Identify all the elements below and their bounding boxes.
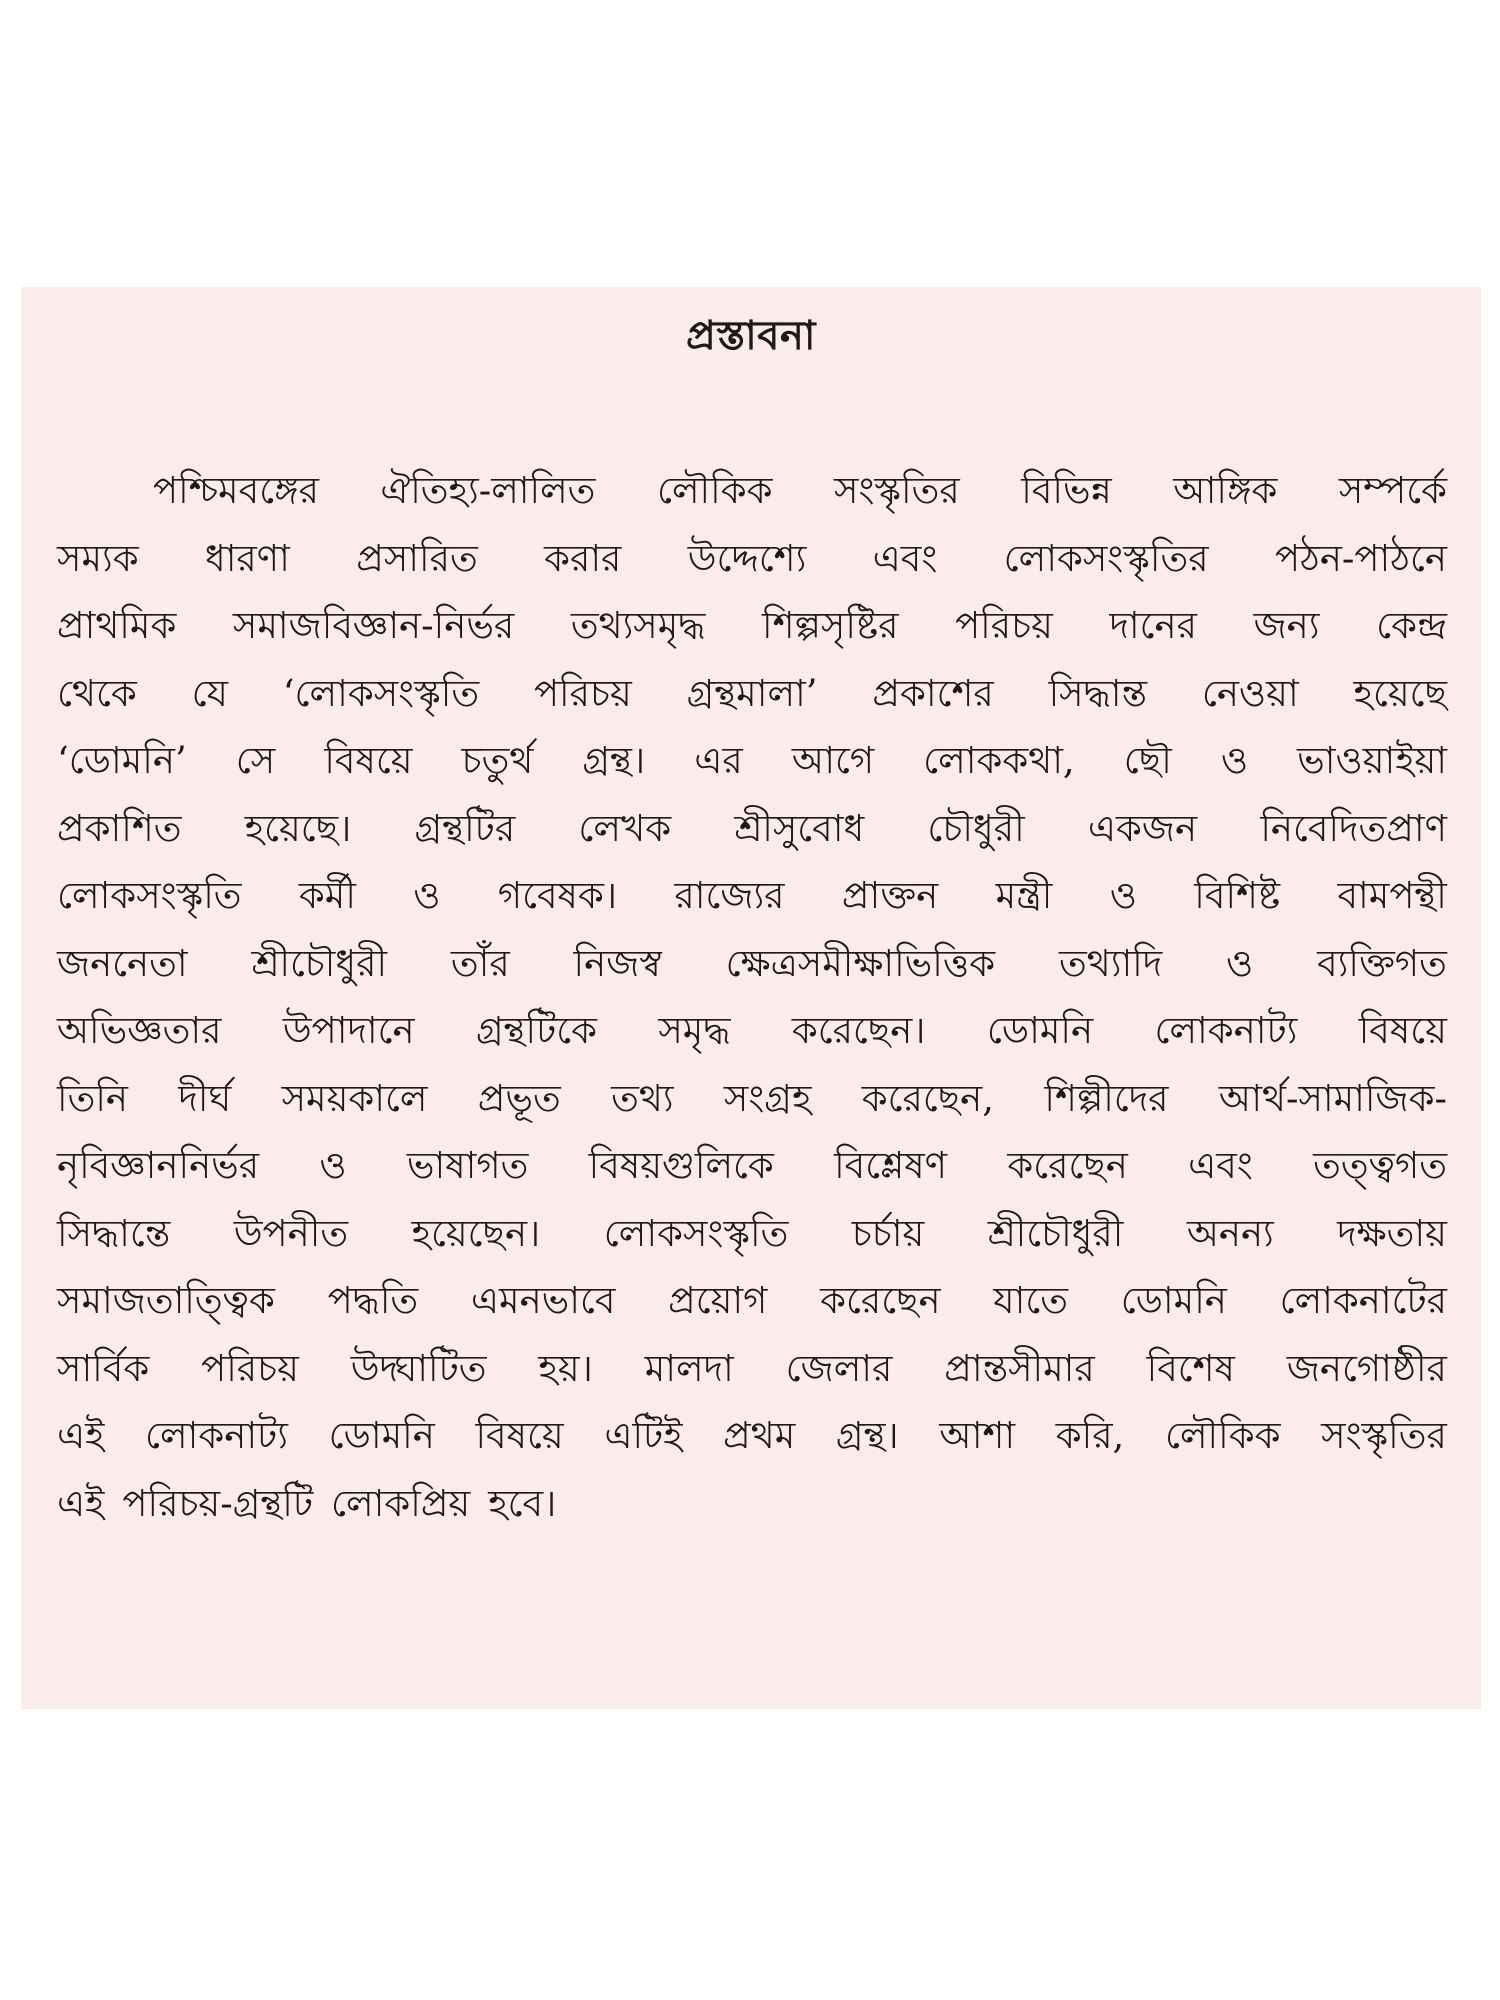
word: লোকনাট্য — [1154, 1009, 1298, 1052]
document-page — [21, 287, 1481, 1709]
word: লৌকিক — [656, 469, 773, 512]
word: দক্ষতায় — [1337, 1211, 1447, 1255]
word: লেখক — [578, 806, 672, 850]
word: যে — [191, 671, 228, 715]
word: লৌকিক — [1164, 1414, 1281, 1457]
word: গ্রন্থটির — [414, 806, 516, 850]
word: চর্চায় — [851, 1211, 925, 1255]
word: গ্রন্থটিকে — [475, 1009, 598, 1052]
word: তত্ত্বগত — [1313, 1144, 1447, 1187]
word: তথ্য — [611, 1076, 674, 1120]
word: হয়েছেন। — [411, 1211, 541, 1255]
word: প্রথম — [723, 1414, 796, 1457]
word: প্রসারিত — [356, 536, 478, 580]
word: রাজ্যের — [674, 874, 785, 917]
word: শ্রীচৌধুরী — [251, 941, 388, 985]
word: প্রকাশের — [872, 671, 994, 715]
word: ও — [413, 874, 441, 917]
word: গবেষক। — [497, 874, 618, 917]
word: পঠন-পাঠনে — [1274, 536, 1447, 580]
word: এবং — [872, 536, 938, 580]
word: ভাওয়াইয়া — [1297, 739, 1447, 782]
word: অনন্য — [1186, 1211, 1274, 1255]
word: বিশ্লেষণ — [834, 1144, 948, 1187]
word: চৌধুরী — [927, 806, 1025, 850]
word: সমাজতাত্ত্বিক — [57, 1279, 275, 1322]
word: মন্ত্রী — [995, 874, 1053, 917]
word: উপাদানে — [282, 1009, 415, 1052]
word: সিদ্ধান্তে — [57, 1211, 171, 1255]
word: হয়েছে। — [244, 806, 352, 850]
word: এবং — [1188, 1144, 1253, 1187]
word: কেন্দ্র — [1376, 604, 1447, 647]
word: ঐতিহ্য-লালিত — [380, 469, 596, 512]
word: মালদা — [644, 1346, 734, 1390]
word: ক্ষেত্রসমীক্ষাভিত্তিক — [725, 941, 996, 985]
word: সময়কালে — [281, 1076, 428, 1120]
word: তিনি — [57, 1076, 129, 1120]
word: এর — [694, 739, 743, 782]
text-line — [57, 1402, 1447, 1470]
word: শ্রীসুবোধ — [734, 806, 865, 850]
word: করেছেন। — [791, 1009, 926, 1052]
word: সমাজবিজ্ঞান-নির্ভর — [232, 604, 515, 647]
text-line — [57, 795, 1447, 863]
word: পরিচয় — [533, 671, 632, 715]
word: দানের — [1109, 604, 1197, 647]
word: সে — [235, 739, 276, 782]
word: এই — [57, 1414, 105, 1457]
word: করেছেন — [820, 1279, 941, 1322]
word: আর্থ-সামাজিক- — [1218, 1076, 1447, 1120]
word: থেকে — [57, 671, 137, 715]
word: ব্যক্তিগত — [1317, 941, 1447, 985]
word: পরিচয় — [955, 604, 1053, 647]
word: জেলার — [785, 1346, 893, 1390]
word: জনগোষ্ঠীর — [1286, 1346, 1447, 1390]
word: শিল্পীদের — [1044, 1076, 1169, 1120]
word: হয়েছে — [1353, 671, 1447, 715]
word: সংগ্রহ — [723, 1076, 812, 1120]
word: পরিচয় — [201, 1346, 299, 1390]
word: গ্রন্থমালা’ — [686, 671, 818, 715]
word: প্রান্তসীমার — [944, 1346, 1095, 1390]
word: ‘ডোমনি’ — [57, 739, 187, 782]
word: নিজস্ব — [573, 941, 662, 985]
word: দীর্ঘ — [178, 1076, 232, 1120]
word: উদ্ঘাটিত — [350, 1346, 487, 1390]
word: গ্রন্থ। — [835, 1414, 899, 1457]
text-line — [57, 930, 1447, 998]
text-line — [57, 1267, 1447, 1335]
word: সংস্কৃতির — [834, 469, 960, 512]
word: হয়। — [538, 1346, 593, 1390]
word: যাতে — [993, 1279, 1068, 1322]
text-line — [57, 1065, 1447, 1133]
word: প্রকাশিত — [57, 806, 182, 850]
word: লোকসংস্কৃতির — [1003, 536, 1209, 580]
word: আগে — [791, 739, 875, 782]
page-title: প্রস্তাবনা — [686, 312, 816, 359]
text-line — [57, 525, 1447, 593]
word: ভাষাগত — [406, 1144, 529, 1187]
word: ও — [1109, 874, 1137, 917]
word: এই — [57, 1481, 105, 1525]
word: লোককথা, — [923, 739, 1075, 782]
text-line — [57, 862, 1447, 930]
word: জননেতা — [57, 941, 188, 985]
preface-paragraph — [57, 457, 1447, 1537]
word: লোকনাট্য — [145, 1414, 288, 1457]
word: শ্রীচৌধুরী — [987, 1211, 1124, 1255]
word: গ্রন্থ। — [582, 739, 646, 782]
word: এটিই — [604, 1414, 683, 1457]
word: পরিচয়-গ্রন্থটি — [122, 1481, 314, 1525]
text-line — [57, 727, 1447, 795]
word: সম্পর্কে — [1338, 469, 1447, 512]
word: হবে। — [488, 1481, 557, 1525]
word: একজন — [1087, 806, 1198, 850]
word: ডোমনি — [1120, 1279, 1227, 1322]
text-line — [57, 592, 1447, 660]
word: বিশেষ — [1146, 1346, 1235, 1390]
word: তাঁর — [450, 941, 510, 985]
word: ডোমনি — [328, 1414, 435, 1457]
word: সম্যক — [57, 536, 139, 580]
word: করি, — [1055, 1414, 1125, 1457]
word: ‘লোকসংস্কৃতি — [282, 671, 480, 715]
word: ধারণা — [204, 536, 290, 580]
word: সার্বিক — [57, 1346, 150, 1390]
word: করার — [544, 536, 622, 580]
word: বিষয়ে — [324, 739, 413, 782]
word: তথ্যাদি — [1059, 941, 1163, 985]
word: লোকনাটের — [1279, 1279, 1447, 1322]
word: আঙ্গিক — [1173, 469, 1278, 512]
word: পশ্চিমবঙ্গের — [153, 469, 319, 512]
word: বিষয়ে — [1358, 1009, 1447, 1052]
word: লোকসংস্কৃতি — [603, 1211, 789, 1255]
word: প্রয়োগ — [668, 1279, 768, 1322]
text-line — [57, 457, 1447, 525]
word: প্রাক্তন — [841, 874, 939, 917]
word: লোকসংস্কৃতি — [57, 874, 242, 917]
word: কর্মী — [298, 874, 356, 917]
word: বিভিন্ন — [1021, 469, 1112, 512]
word: নিবেদিতপ্রাণ — [1260, 806, 1447, 850]
word: উদ্দেশ্যে — [687, 536, 807, 580]
word: সিদ্ধান্ত — [1048, 671, 1147, 715]
word: বামপন্থী — [1337, 874, 1447, 917]
word: বিষয়গুলিকে — [588, 1144, 774, 1187]
word: শিল্পসৃষ্টির — [762, 604, 899, 647]
word: প্রাথমিক — [57, 604, 177, 647]
word: এমনভাবে — [470, 1279, 616, 1322]
word: সংস্কৃতির — [1321, 1414, 1447, 1457]
word: বিশিষ্ট — [1194, 874, 1281, 917]
word: ও — [319, 1144, 347, 1187]
word: উপনীত — [233, 1211, 349, 1255]
text-line — [57, 1200, 1447, 1268]
word: অভিজ্ঞতার — [57, 1009, 222, 1052]
word: করেছেন — [1007, 1144, 1128, 1187]
word: প্রভূত — [477, 1076, 561, 1120]
text-line — [57, 1470, 1447, 1538]
text-line — [57, 660, 1447, 728]
word: ডোমনি — [986, 1009, 1094, 1052]
word: তথ্যসমৃদ্ধ — [570, 604, 706, 647]
word: আশা — [939, 1414, 1016, 1457]
word: বিষয়ে — [475, 1414, 564, 1457]
word: জন্য — [1253, 604, 1320, 647]
text-line — [57, 997, 1447, 1065]
word: লোকপ্রিয় — [331, 1481, 471, 1525]
word: চতুর্থ — [461, 739, 534, 782]
word: করেছেন, — [861, 1076, 995, 1120]
text-line — [57, 1132, 1447, 1200]
word: সমৃদ্ধ — [658, 1009, 731, 1052]
word: নৃবিজ্ঞাননির্ভর — [57, 1144, 260, 1187]
word: ও — [1220, 739, 1249, 782]
word: ও — [1226, 941, 1254, 985]
word: নেওয়া — [1201, 671, 1299, 715]
text-line — [57, 1335, 1447, 1403]
word: পদ্ধতি — [327, 1279, 419, 1322]
word: ছৌ — [1123, 739, 1172, 782]
